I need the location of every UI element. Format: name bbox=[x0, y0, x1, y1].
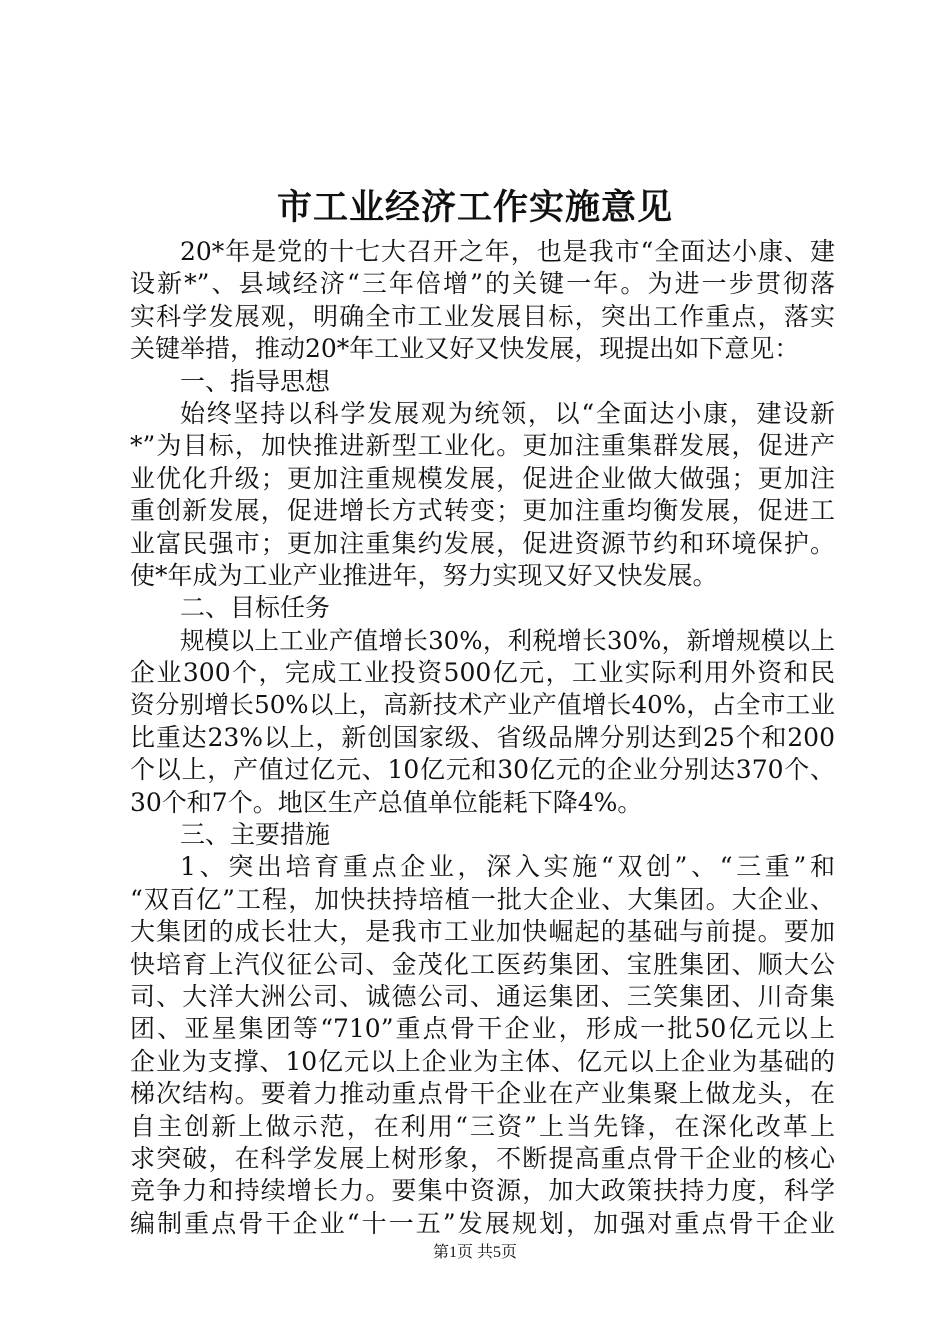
page-footer: 第1页 共5页 bbox=[432, 1244, 517, 1261]
paragraph-line: 司、大洋大洲公司、诚德公司、通运集团、三笑集团、川奇集 bbox=[130, 981, 835, 1011]
paragraph-line: 梯次结构。要着力推动重点骨干企业在产业集聚上做龙头，在 bbox=[130, 1079, 835, 1109]
paragraph-line: 自主创新上做示范，在利用“三资”上当先锋，在深化改革上 bbox=[130, 1111, 835, 1141]
paragraph-line: 实科学发展观，明确全市工业发展目标，突出工作重点，落实 bbox=[130, 301, 835, 331]
paragraph-line: 业富民强市；更加注重集约发展，促进资源节约和环境保护。 bbox=[130, 528, 835, 558]
paragraph-line: 资分别增长50%以上，高新技术产业产值增长40%，占全市工业 bbox=[130, 690, 835, 720]
paragraph-line: 求突破，在科学发展上树形象，不断提高重点骨干企业的核心 bbox=[130, 1143, 835, 1173]
paragraph-line: 快培育上汽仪征公司、金茂化工医药集团、宝胜集团、顺大公 bbox=[130, 949, 835, 979]
section-heading: 二、目标任务 bbox=[180, 593, 331, 623]
paragraph-line: 企业300个，完成工业投资500亿元，工业实际利用外资和民 bbox=[130, 658, 835, 688]
document-body bbox=[130, 236, 835, 1240]
paragraph-line: 始终坚持以科学发展观为统领，以“全面达小康，建设新 bbox=[180, 398, 835, 428]
paragraph-line: “双百亿”工程，加快扶持培植一批大企业、大集团。大企业、 bbox=[130, 884, 835, 914]
paragraph-line: 设新*”、县域经济“三年倍增”的关键一年。为进一步贯彻落 bbox=[130, 269, 835, 299]
paragraph-line: 20*年是党的十七大召开之年，也是我市“全面达小康、建 bbox=[180, 237, 835, 266]
paragraph-line: 1、突出培育重点企业，深入实施“双创”、“三重”和 bbox=[180, 852, 835, 882]
paragraph-line: 大集团的成长壮大，是我市工业加快崛起的基础与前提。要加 bbox=[130, 917, 835, 947]
section-heading: 三、主要措施 bbox=[180, 820, 331, 850]
paragraph-line: *”为目标，加快推进新型工业化。更加注重集群发展，促进产 bbox=[130, 431, 835, 461]
paragraph-line: 使*年成为工业产业推进年，努力实现又好又快发展。 bbox=[130, 560, 718, 590]
paragraph-line: 关键举措，推动20*年工业又好又快发展，现提出如下意见： bbox=[130, 334, 800, 364]
paragraph-line: 30个和7个。地区生产总值单位能耗下降4%。 bbox=[130, 787, 643, 817]
paragraph-line: 个以上，产值过亿元、10亿元和30亿元的企业分别达370个、 bbox=[130, 755, 835, 785]
paragraph-line: 规模以上工业产值增长30%，利税增长30%，新增规模以上 bbox=[180, 625, 835, 655]
paragraph-line: 业优化升级；更加注重规模发展，促进企业做大做强；更加注 bbox=[130, 463, 835, 493]
document-title: 市工业经济工作实施意见 bbox=[276, 187, 673, 228]
paragraph-line: 比重达23%以上，新创国家级、省级品牌分别达到25个和200 bbox=[130, 722, 835, 752]
paragraph-line: 竞争力和持续增长力。要集中资源，加大政策扶持力度，科学 bbox=[130, 1176, 835, 1206]
paragraph-line: 团、亚星集团等“710”重点骨干企业，形成一批50亿元以上 bbox=[130, 1014, 835, 1044]
paragraph-line: 编制重点骨干企业“十一五”发展规划，加强对重点骨干企业 bbox=[130, 1208, 835, 1238]
section-heading: 一、指导思想 bbox=[180, 366, 331, 396]
paragraph-line: 重创新发展，促进增长方式转变；更加注重均衡发展，促进工 bbox=[130, 496, 835, 526]
paragraph-line: 企业为支撑、10亿元以上企业为主体、亿元以上企业为基础的 bbox=[130, 1046, 835, 1076]
